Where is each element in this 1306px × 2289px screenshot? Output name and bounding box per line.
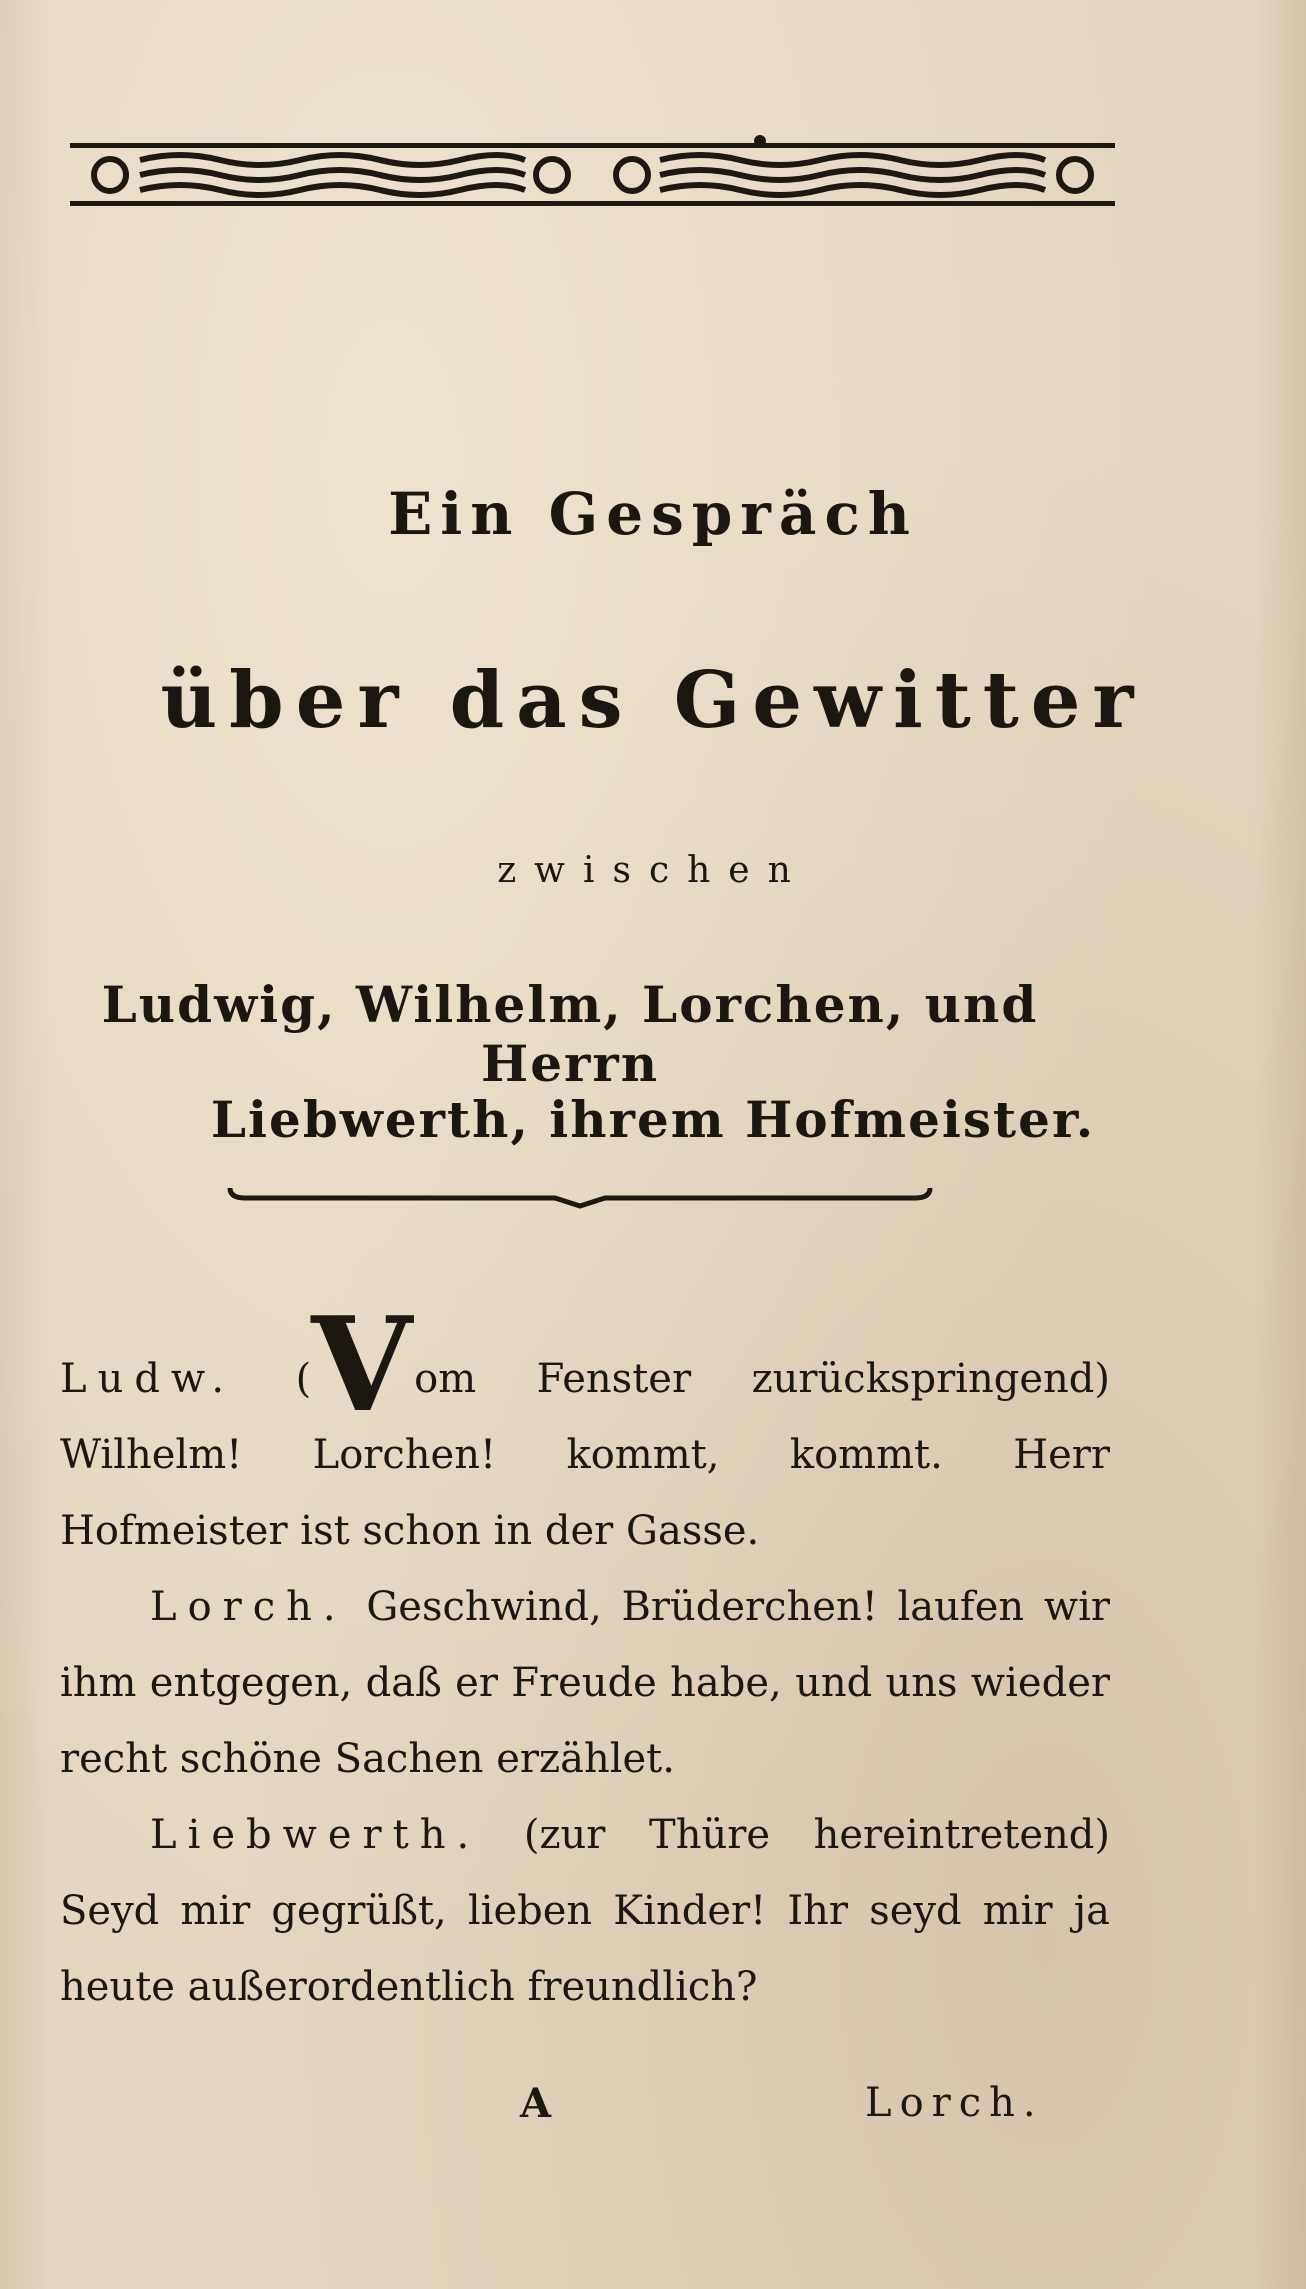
paragraph-lorchen: [60, 1569, 1110, 1797]
title-line-3: zwischen: [497, 850, 809, 891]
speaker-name: Liebwerth.: [150, 1812, 481, 1858]
drop-capital: V: [311, 1288, 413, 1441]
title-line-2: über das Gewitter: [160, 655, 1146, 746]
speaker-name: Ludw.: [60, 1356, 236, 1402]
paragraph-text: (zur Thüre hereintretend) Seyd mir gegrüßt, lieben Kinder! Ihr seyd mir ja heute außerordentlich freundlich?: [60, 1812, 1110, 2010]
title-line-1: Ein Gespräch: [388, 480, 918, 548]
open-paren: (: [235, 1356, 312, 1402]
catchword: Lorch.: [865, 2080, 1044, 2126]
paragraph-text: om Fenster zurückspringend) Wilhelm! Lorchen! kommt, kommt. Herr Hofmeister ist schon in der Gasse.: [60, 1356, 1110, 1554]
paragraph-liebwerth: [60, 1797, 1110, 2025]
paragraph-text: Geschwind, Brüderchen! laufen wir ihm entgegen, daß er Freude habe, und uns wieder recht schöne Sachen erzählet.: [60, 1584, 1110, 1782]
signature-mark: A: [520, 2080, 552, 2127]
title-divider: [225, 1180, 935, 1210]
title-line-5: Liebwerth, ihrem Hofmeister.: [210, 1090, 1096, 1149]
header-ornament: [70, 135, 1115, 215]
dialogue-body: [60, 1288, 1110, 2025]
paragraph-ludwig: [60, 1288, 1110, 1569]
title-line-4: Ludwig, Wilhelm, Lorchen, und Herrn: [101, 975, 1039, 1093]
speaker-name: Lorch.: [150, 1584, 347, 1630]
